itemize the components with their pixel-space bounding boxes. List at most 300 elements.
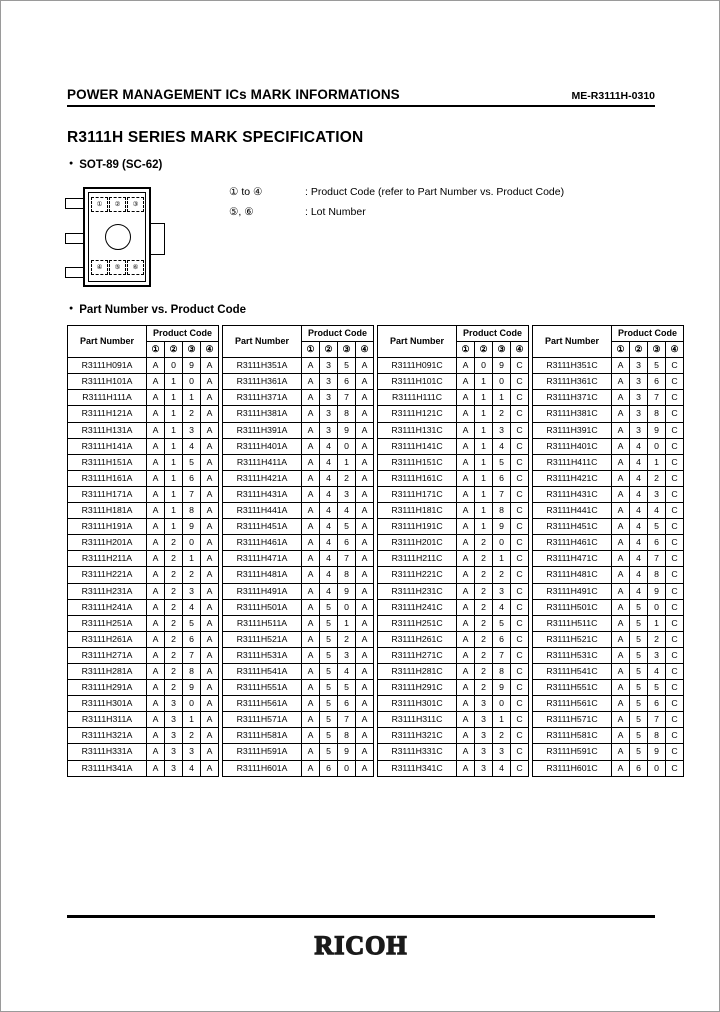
table-row	[68, 760, 219, 776]
cell-code-digit-3: 7	[493, 486, 511, 502]
cell-code-digit-4: C	[666, 631, 684, 647]
cell-code-digit-3: 5	[338, 680, 356, 696]
cell-code-digit-3: 8	[338, 567, 356, 583]
cell-code-digit-3: 6	[648, 374, 666, 390]
cell-code-digit-3: 5	[648, 680, 666, 696]
cell-code-digit-4: C	[511, 551, 529, 567]
table-row	[223, 583, 374, 599]
table-row	[533, 631, 684, 647]
cell-code-digit-3: 6	[648, 535, 666, 551]
cell-code-digit-1: A	[612, 744, 630, 760]
cell-part-number: R3111H131A	[68, 422, 147, 438]
cell-code-digit-3: 1	[183, 551, 201, 567]
cell-code-digit-1: A	[457, 680, 475, 696]
cell-code-digit-4: A	[356, 631, 374, 647]
table-row	[68, 406, 219, 422]
cell-part-number: R3111H231C	[378, 583, 457, 599]
table-body-1	[68, 326, 219, 777]
cell-code-digit-2: 5	[320, 647, 338, 663]
table-row	[378, 744, 529, 760]
cell-code-digit-3: 6	[183, 470, 201, 486]
cell-code-digit-4: A	[201, 567, 219, 583]
product-code-table-1	[67, 325, 219, 777]
package-section-heading: ● SOT-89 (SC-62)	[69, 159, 162, 171]
cell-code-digit-2: 4	[630, 486, 648, 502]
table-row	[68, 454, 219, 470]
cell-code-digit-1: A	[457, 728, 475, 744]
cell-code-digit-1: A	[147, 583, 165, 599]
cell-code-digit-3: 3	[648, 486, 666, 502]
product-code-table-3	[377, 325, 529, 777]
cell-code-digit-2: 5	[320, 696, 338, 712]
cell-code-digit-2: 5	[320, 663, 338, 679]
cell-code-digit-4: C	[511, 358, 529, 374]
cell-code-digit-4: C	[666, 422, 684, 438]
column-header-code-digit-2: ②	[165, 342, 183, 358]
cell-code-digit-1: A	[612, 551, 630, 567]
cell-code-digit-3: 5	[648, 519, 666, 535]
cell-code-digit-2: 1	[165, 503, 183, 519]
cell-code-digit-3: 5	[338, 519, 356, 535]
cell-code-digit-1: A	[457, 374, 475, 390]
cell-code-digit-4: A	[356, 680, 374, 696]
table-row	[223, 631, 374, 647]
cell-part-number: R3111H191C	[378, 519, 457, 535]
cell-code-digit-1: A	[147, 503, 165, 519]
cell-part-number: R3111H521A	[223, 631, 302, 647]
cell-code-digit-2: 2	[165, 599, 183, 615]
cell-code-digit-2: 4	[630, 503, 648, 519]
cell-code-digit-2: 1	[475, 422, 493, 438]
column-header-code-digit-3: ③	[338, 342, 356, 358]
cell-part-number: R3111H291A	[68, 680, 147, 696]
cell-code-digit-4: C	[666, 503, 684, 519]
cell-code-digit-2: 4	[630, 567, 648, 583]
table-row	[533, 358, 684, 374]
cell-code-digit-2: 2	[165, 583, 183, 599]
cell-code-digit-4: A	[356, 470, 374, 486]
cell-code-digit-1: A	[302, 728, 320, 744]
cell-code-digit-3: 7	[338, 712, 356, 728]
cell-code-digit-1: A	[302, 519, 320, 535]
table-row	[223, 374, 374, 390]
mark-cell-3: ③	[127, 197, 144, 212]
cell-code-digit-4: A	[356, 519, 374, 535]
cell-code-digit-3: 4	[493, 438, 511, 454]
table-row	[68, 519, 219, 535]
cell-code-digit-2: 5	[630, 744, 648, 760]
cell-part-number: R3111H161C	[378, 470, 457, 486]
cell-code-digit-3: 2	[338, 470, 356, 486]
cell-code-digit-2: 5	[630, 680, 648, 696]
cell-code-digit-1: A	[302, 647, 320, 663]
column-header-product-code: Product Code	[147, 326, 219, 342]
cell-code-digit-4: C	[511, 728, 529, 744]
cell-part-number: R3111H571C	[533, 712, 612, 728]
cell-part-number: R3111H101C	[378, 374, 457, 390]
cell-part-number: R3111H541A	[223, 663, 302, 679]
table-row	[223, 486, 374, 502]
cell-code-digit-4: C	[666, 454, 684, 470]
table-row	[68, 503, 219, 519]
table-row	[533, 486, 684, 502]
cell-part-number: R3111H141A	[68, 438, 147, 454]
cell-code-digit-1: A	[147, 744, 165, 760]
cell-code-digit-4: C	[511, 390, 529, 406]
cell-code-digit-3: 1	[648, 615, 666, 631]
cell-code-digit-2: 5	[630, 615, 648, 631]
cell-part-number: R3111H301A	[68, 696, 147, 712]
cell-code-digit-2: 1	[475, 438, 493, 454]
cell-code-digit-1: A	[612, 486, 630, 502]
cell-code-digit-4: C	[666, 663, 684, 679]
table-row	[533, 647, 684, 663]
table-row	[378, 599, 529, 615]
table-row	[378, 422, 529, 438]
cell-code-digit-2: 4	[320, 503, 338, 519]
table-row	[223, 390, 374, 406]
cell-part-number: R3111H591C	[533, 744, 612, 760]
table-row	[68, 631, 219, 647]
cell-code-digit-1: A	[612, 535, 630, 551]
table-body-2	[223, 326, 374, 777]
cell-code-digit-4: C	[511, 454, 529, 470]
cell-code-digit-4: A	[201, 390, 219, 406]
cell-code-digit-4: A	[356, 567, 374, 583]
cell-part-number: R3111H281C	[378, 663, 457, 679]
cell-code-digit-3: 8	[648, 728, 666, 744]
cell-part-number: R3111H271C	[378, 647, 457, 663]
cell-part-number: R3111H341C	[378, 760, 457, 776]
cell-code-digit-4: C	[666, 519, 684, 535]
cell-code-digit-1: A	[147, 551, 165, 567]
cell-code-digit-2: 2	[165, 663, 183, 679]
cell-code-digit-1: A	[147, 422, 165, 438]
table-row	[378, 567, 529, 583]
cell-code-digit-2: 1	[475, 390, 493, 406]
cell-code-digit-1: A	[302, 680, 320, 696]
cell-code-digit-1: A	[302, 583, 320, 599]
cell-code-digit-4: C	[511, 422, 529, 438]
cell-code-digit-1: A	[457, 535, 475, 551]
cell-code-digit-3: 0	[183, 535, 201, 551]
cell-code-digit-2: 5	[320, 744, 338, 760]
table-row	[68, 390, 219, 406]
cell-code-digit-4: A	[201, 551, 219, 567]
cell-code-digit-2: 2	[475, 680, 493, 696]
table-row	[378, 551, 529, 567]
cell-code-digit-4: A	[201, 438, 219, 454]
cell-code-digit-2: 5	[630, 663, 648, 679]
cell-code-digit-1: A	[612, 519, 630, 535]
cell-code-digit-4: C	[511, 615, 529, 631]
table-row	[378, 663, 529, 679]
cell-part-number: R3111H411C	[533, 454, 612, 470]
cell-code-digit-4: C	[666, 470, 684, 486]
table-row	[378, 406, 529, 422]
cell-code-digit-2: 2	[165, 567, 183, 583]
cell-code-digit-4: C	[666, 390, 684, 406]
cell-code-digit-4: A	[356, 583, 374, 599]
cell-code-digit-4: C	[511, 567, 529, 583]
cell-code-digit-4: C	[511, 519, 529, 535]
cell-code-digit-2: 1	[165, 406, 183, 422]
cell-part-number: R3111H401A	[223, 438, 302, 454]
cell-code-digit-3: 0	[493, 374, 511, 390]
cell-code-digit-2: 3	[320, 422, 338, 438]
cell-code-digit-2: 3	[630, 390, 648, 406]
column-header-code-digit-4: ④	[201, 342, 219, 358]
column-header-part-number: Part Number	[68, 326, 147, 358]
cell-part-number: R3111H111A	[68, 390, 147, 406]
cell-code-digit-3: 3	[183, 744, 201, 760]
cell-code-digit-4: A	[201, 406, 219, 422]
cell-code-digit-3: 9	[648, 744, 666, 760]
cell-code-digit-3: 4	[338, 503, 356, 519]
cell-code-digit-4: C	[666, 438, 684, 454]
cell-code-digit-1: A	[612, 680, 630, 696]
cell-code-digit-4: C	[666, 696, 684, 712]
cell-part-number: R3111H371A	[223, 390, 302, 406]
cell-part-number: R3111H261C	[378, 631, 457, 647]
cell-code-digit-2: 5	[630, 712, 648, 728]
cell-code-digit-1: A	[457, 583, 475, 599]
cell-code-digit-1: A	[612, 422, 630, 438]
cell-code-digit-2: 2	[475, 599, 493, 615]
cell-code-digit-3: 2	[648, 631, 666, 647]
cell-code-digit-2: 1	[475, 406, 493, 422]
cell-code-digit-1: A	[457, 390, 475, 406]
cell-code-digit-3: 8	[183, 663, 201, 679]
cell-code-digit-1: A	[612, 631, 630, 647]
cell-code-digit-2: 5	[320, 615, 338, 631]
cell-code-digit-4: C	[511, 760, 529, 776]
cell-part-number: R3111H101A	[68, 374, 147, 390]
cell-code-digit-2: 1	[475, 374, 493, 390]
cell-code-digit-4: C	[666, 712, 684, 728]
cell-code-digit-3: 3	[183, 422, 201, 438]
cell-code-digit-4: A	[201, 358, 219, 374]
cell-part-number: R3111H291C	[378, 680, 457, 696]
table-row	[223, 663, 374, 679]
cell-code-digit-3: 7	[648, 551, 666, 567]
cell-code-digit-3: 6	[338, 374, 356, 390]
cell-code-digit-3: 8	[648, 567, 666, 583]
cell-code-digit-1: A	[302, 422, 320, 438]
cell-code-digit-3: 7	[648, 712, 666, 728]
cell-code-digit-1: A	[457, 358, 475, 374]
table-row	[68, 567, 219, 583]
cell-code-digit-3: 5	[648, 358, 666, 374]
cell-part-number: R3111H471C	[533, 551, 612, 567]
table-row	[223, 503, 374, 519]
cell-code-digit-2: 3	[475, 712, 493, 728]
cell-code-digit-2: 0	[475, 358, 493, 374]
cell-code-digit-2: 3	[320, 390, 338, 406]
cell-code-digit-4: C	[666, 551, 684, 567]
cell-code-digit-4: A	[201, 744, 219, 760]
cell-code-digit-2: 4	[630, 551, 648, 567]
table-row	[68, 663, 219, 679]
cell-code-digit-1: A	[302, 486, 320, 502]
cell-code-digit-4: A	[356, 760, 374, 776]
cell-part-number: R3111H521C	[533, 631, 612, 647]
cell-code-digit-3: 8	[338, 728, 356, 744]
cell-code-digit-3: 5	[493, 454, 511, 470]
sot89-package-diagram	[63, 185, 179, 291]
cell-part-number: R3111H491C	[533, 583, 612, 599]
cell-code-digit-1: A	[457, 760, 475, 776]
cell-code-digit-4: A	[201, 503, 219, 519]
cell-part-number: R3111H211C	[378, 551, 457, 567]
table-body-3	[378, 326, 529, 777]
legend-key-product-code: ① to ④	[229, 186, 263, 198]
cell-part-number: R3111H321A	[68, 728, 147, 744]
cell-code-digit-2: 4	[630, 583, 648, 599]
table-row	[533, 583, 684, 599]
page-header	[67, 87, 655, 102]
table-row	[68, 438, 219, 454]
cell-part-number: R3111H141C	[378, 438, 457, 454]
table-row	[533, 599, 684, 615]
column-header-part-number: Part Number	[533, 326, 612, 358]
table-row	[378, 535, 529, 551]
cell-code-digit-1: A	[302, 438, 320, 454]
cell-code-digit-3: 0	[493, 696, 511, 712]
column-header-code-digit-2: ②	[320, 342, 338, 358]
cell-part-number: R3111H531A	[223, 647, 302, 663]
cell-code-digit-3: 3	[493, 583, 511, 599]
cell-code-digit-3: 9	[338, 744, 356, 760]
table-row	[378, 358, 529, 374]
table-row	[223, 551, 374, 567]
table-row	[533, 663, 684, 679]
cell-code-digit-3: 8	[338, 406, 356, 422]
table-row	[223, 615, 374, 631]
cell-code-digit-2: 1	[165, 390, 183, 406]
cell-code-digit-2: 6	[320, 760, 338, 776]
cell-code-digit-2: 1	[475, 470, 493, 486]
cell-code-digit-2: 3	[475, 728, 493, 744]
table-row	[533, 406, 684, 422]
cell-code-digit-2: 5	[320, 599, 338, 615]
cell-code-digit-3: 9	[493, 358, 511, 374]
column-header-part-number: Part Number	[223, 326, 302, 358]
cell-code-digit-4: A	[201, 519, 219, 535]
cell-code-digit-4: A	[356, 422, 374, 438]
cell-part-number: R3111H311A	[68, 712, 147, 728]
cell-code-digit-4: A	[201, 680, 219, 696]
cell-code-digit-1: A	[147, 599, 165, 615]
cell-code-digit-2: 1	[475, 503, 493, 519]
cell-code-digit-3: 8	[183, 503, 201, 519]
column-header-code-digit-3: ③	[493, 342, 511, 358]
table-row	[533, 712, 684, 728]
cell-part-number: R3111H341A	[68, 760, 147, 776]
cell-code-digit-4: A	[356, 647, 374, 663]
cell-code-digit-3: 2	[183, 406, 201, 422]
table-row	[378, 454, 529, 470]
cell-code-digit-4: A	[201, 696, 219, 712]
table-header-row-top	[533, 326, 684, 342]
cell-code-digit-2: 4	[630, 454, 648, 470]
cell-code-digit-2: 2	[165, 680, 183, 696]
cell-code-digit-3: 6	[493, 470, 511, 486]
cell-code-digit-4: A	[201, 712, 219, 728]
column-header-product-code: Product Code	[612, 326, 684, 342]
cell-part-number: R3111H481A	[223, 567, 302, 583]
table-row	[223, 358, 374, 374]
package-center-circle	[105, 224, 131, 250]
table-row	[533, 519, 684, 535]
cell-part-number: R3111H331C	[378, 744, 457, 760]
cell-part-number: R3111H411A	[223, 454, 302, 470]
cell-code-digit-3: 1	[338, 454, 356, 470]
cell-part-number: R3111H221A	[68, 567, 147, 583]
cell-code-digit-1: A	[147, 567, 165, 583]
cell-code-digit-2: 4	[320, 470, 338, 486]
cell-code-digit-3: 8	[493, 503, 511, 519]
cell-code-digit-4: A	[201, 374, 219, 390]
cell-part-number: R3111H571A	[223, 712, 302, 728]
cell-code-digit-1: A	[147, 696, 165, 712]
cell-code-digit-3: 0	[338, 599, 356, 615]
cell-code-digit-2: 0	[165, 358, 183, 374]
cell-code-digit-2: 2	[165, 615, 183, 631]
cell-part-number: R3111H271A	[68, 647, 147, 663]
cell-code-digit-2: 2	[475, 647, 493, 663]
cell-code-digit-2: 5	[320, 712, 338, 728]
cell-code-digit-4: A	[201, 615, 219, 631]
cell-code-digit-3: 9	[183, 519, 201, 535]
cell-part-number: R3111H551A	[223, 680, 302, 696]
cell-code-digit-4: C	[511, 663, 529, 679]
table-row	[68, 583, 219, 599]
table-row	[378, 631, 529, 647]
mark-legend	[229, 182, 564, 222]
legend-row-lot-number	[229, 202, 564, 222]
cell-code-digit-1: A	[302, 760, 320, 776]
cell-code-digit-2: 4	[630, 470, 648, 486]
cell-code-digit-3: 0	[183, 696, 201, 712]
cell-code-digit-1: A	[457, 470, 475, 486]
cell-code-digit-1: A	[457, 551, 475, 567]
cell-code-digit-3: 9	[183, 680, 201, 696]
cell-code-digit-3: 4	[183, 599, 201, 615]
cell-code-digit-1: A	[302, 390, 320, 406]
cell-part-number: R3111H421A	[223, 470, 302, 486]
cell-code-digit-2: 5	[320, 631, 338, 647]
cell-code-digit-3: 1	[493, 551, 511, 567]
cell-code-digit-2: 4	[320, 486, 338, 502]
cell-code-digit-4: C	[666, 599, 684, 615]
cell-code-digit-1: A	[302, 663, 320, 679]
cell-part-number: R3111H461A	[223, 535, 302, 551]
cell-part-number: R3111H591A	[223, 744, 302, 760]
cell-part-number: R3111H561A	[223, 696, 302, 712]
footer-divider	[67, 915, 655, 918]
cell-code-digit-3: 8	[648, 406, 666, 422]
table-row	[68, 422, 219, 438]
column-header-code-digit-4: ④	[511, 342, 529, 358]
cell-part-number: R3111H561C	[533, 696, 612, 712]
table-row	[378, 374, 529, 390]
table-row	[378, 712, 529, 728]
table-row	[223, 712, 374, 728]
cell-code-digit-4: A	[356, 696, 374, 712]
table-row	[378, 519, 529, 535]
cell-part-number: R3111H111C	[378, 390, 457, 406]
